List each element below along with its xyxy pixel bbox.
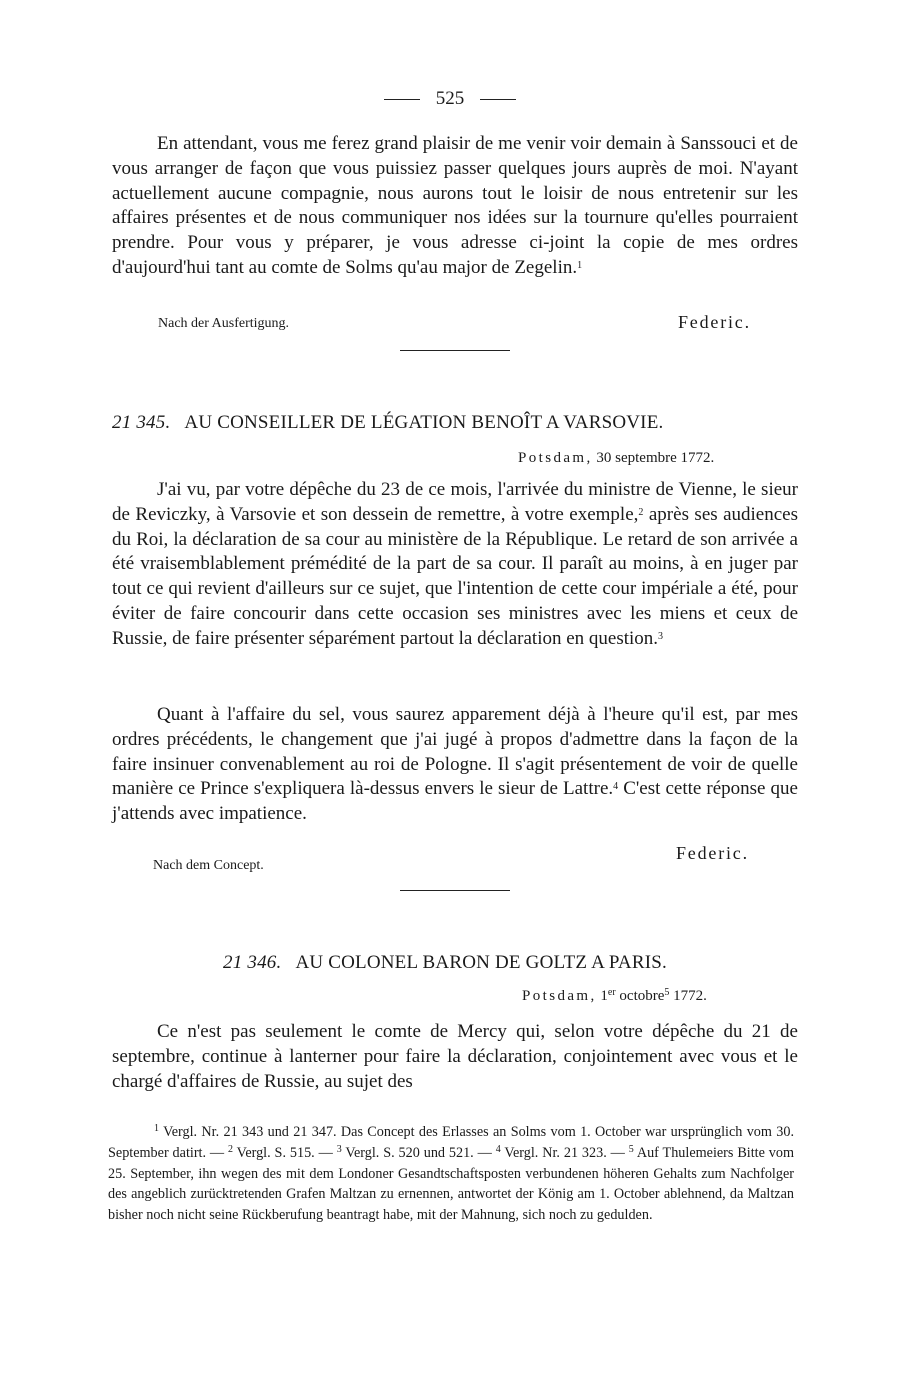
signature: Federic. <box>676 843 749 863</box>
footnote-ref: 4 <box>613 781 619 793</box>
footnote-mark: 3 <box>336 1143 342 1155</box>
footnote-mark: 4 <box>495 1143 501 1155</box>
dateline-place: Potsdam, <box>522 988 597 1004</box>
letter-continuation-paragraph: En attendant, vous me ferez grand plaisir de me venir voir demain à Sanssouci et de vous arranger de façon que vous puissiez passer quelques jours auprès de moi. N'ayant actuellement aucune compagnie, nous aurons tout le loisir de nous entretenir sur les affaires présentes et de nous communiquer nos idées sur la tournure qu'elles pourraient prendre. Pour vous y préparer, je vous adresse ci-joint la copie de mes ordres d'aujourd'hui tant au comte de Solms qu'au major de Zegelin.$^1$ <box>112 133 798 278</box>
document-number: 21 345. <box>112 412 171 433</box>
dateline-year: 1772. <box>673 988 707 1004</box>
document-title: AU CONSEILLER DE LÉGATION BENOÎT A VARSOVIE. <box>184 412 664 433</box>
header-dash-right <box>480 99 516 100</box>
footnote-text: Vergl. Nr. 21 343 und 21 347. Das Concept des Erlasses an Solms vom 1. October war ursprünglich vom 30. September datirt. — <box>108 1124 794 1161</box>
page-header <box>0 88 900 110</box>
document-heading <box>0 412 900 434</box>
footnote-ref: 5 <box>664 987 670 998</box>
footnote-mark: 2 <box>228 1143 234 1155</box>
letter-paragraph: J'ai vu, par votre dépêche du 23 de ce mois, l'arrivée du ministre de Vienne, le sieur de Reviczky, à Varsovie et son dessein de remettre, à votre exemple,$^2$ après ses audiences du Roi, la déclaration de sa cour au ministère de la République. Le retard de son arrivée a été vraisemblablement prémédité de la part de sa cour. Il paraît au moins, à en juger par tout ce qui revient d'ailleurs sur ce sujet, que l'intention de cette cour impériale a été, pour éviter de faire concourir dans cette occasion ses ministres avec les miens et ceux de Russie, de faire présenter séparément partout la déclaration en question.$^3$ <box>112 479 799 649</box>
document-heading <box>0 952 900 974</box>
document-title: AU COLONEL BARON DE GOLTZ A PARIS. <box>295 952 667 973</box>
footnote-text: Auf Thulemeiers Bitte vom 25. September, ihn wegen des mit dem Londoner Gesandtschaftsposten verbundenen höheren Gehalts zum Nachfolger des angeblich zurücktretenden Grafen Maltzan zu ernennen, antwortet der König am 1. October ablehnend, da Maltzan bisher noch nicht seine Rückberufung beantragt habe, mit der Mahnung, sich noch zu gedulden. <box>108 1144 795 1224</box>
footnote-ref: 1 <box>577 259 583 271</box>
source-note: Nach der Ausfertigung. <box>158 316 290 331</box>
footnote-ref: 2 <box>638 506 644 518</box>
footnotes <box>108 1122 794 1226</box>
document-number: 21 346. <box>223 952 282 973</box>
signature: Federic. <box>678 312 751 332</box>
footnote-mark: 1 <box>154 1123 159 1134</box>
source-note: Nach dem Concept. <box>153 858 264 873</box>
footnote-mark: 5 <box>628 1143 634 1155</box>
section-divider <box>400 350 510 351</box>
footnote-text: Vergl. S. 520 und 521. — <box>345 1144 492 1161</box>
section-divider <box>400 890 510 891</box>
letter-paragraph: Ce n'est pas seulement le comte de Mercy qui, selon votre dépêche du 21 de septembre, continue à lanterner pour faire la déclaration, conjointement avec vous et le chargé d'affaires de Russie, au sujet des <box>112 1021 798 1092</box>
dateline-date: 30 septembre 1772. <box>596 450 715 466</box>
letter-paragraph: Quant à l'affaire du sel, vous saurez apparement déjà à l'heure qu'il est, par mes ordres précédents, le changement que j'ai jugé à propos d'admettre dans la façon de la faire insinuer convenablement au roi de Pologne. Il s'agit présentement de voir de quelle manière ce Prince s'expliquera là-dessus envers le sieur de Lattre.$^4$ C'est cette réponse que j'attends avec impatience. <box>112 704 798 825</box>
dateline-place: Potsdam, <box>518 450 593 466</box>
dateline <box>518 450 714 467</box>
footnote-ref: 3 <box>658 630 664 642</box>
dateline <box>522 988 707 1005</box>
footnote-text: Vergl. Nr. 21 323. — <box>504 1144 625 1161</box>
footnote-text: Vergl. S. 515. — <box>236 1144 333 1161</box>
dateline-day-suffix: er <box>607 987 616 998</box>
dateline-day: 1 <box>600 988 608 1004</box>
page-number: 525 <box>435 88 465 109</box>
dateline-month: octobre <box>619 988 665 1004</box>
header-dash-left <box>384 99 420 100</box>
